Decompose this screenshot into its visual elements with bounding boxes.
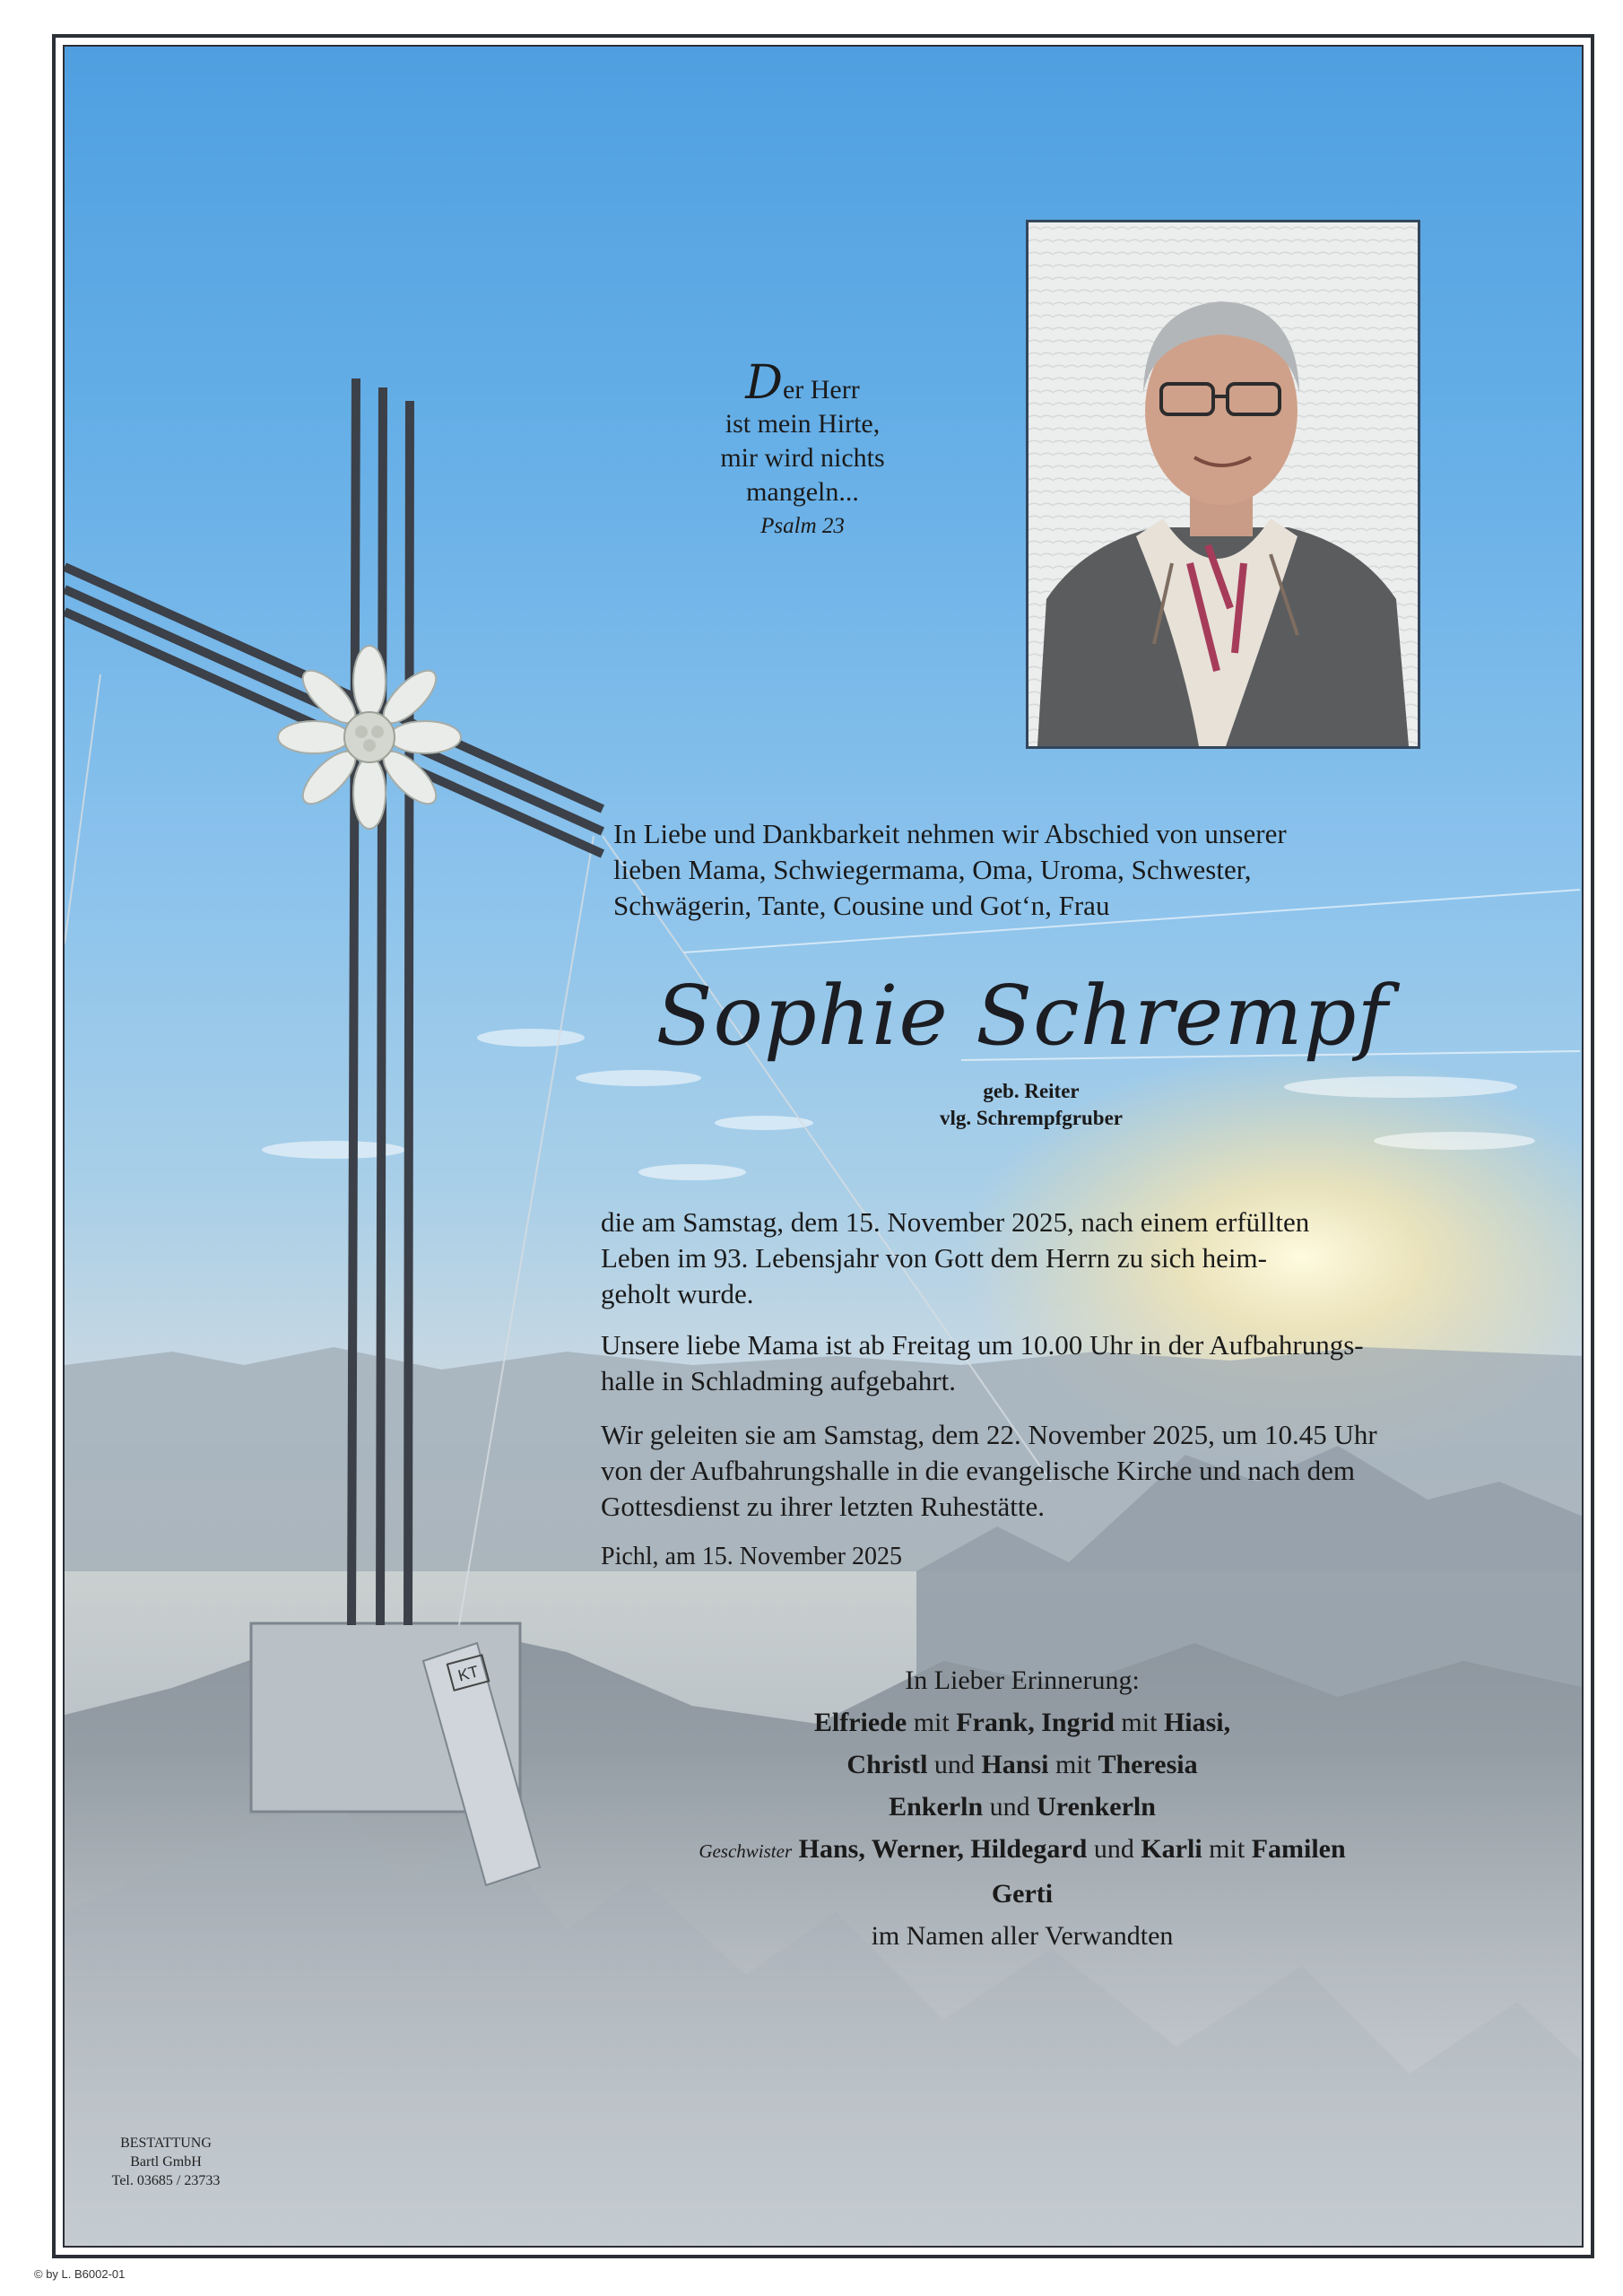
mourner-name: Hiasi, (1163, 1708, 1231, 1737)
mourners-row-5: Gerti (991, 1879, 1054, 1909)
intro-text (613, 816, 1426, 924)
quote-line-4: mangeln... (746, 477, 859, 507)
funeral-notice (601, 1417, 1426, 1525)
mourner-name: Frank, Ingrid (956, 1708, 1115, 1737)
deceased-name: Sophie Schrempf (655, 968, 1389, 1064)
intro-line-1: In Liebe und Dankbarkeit nehmen wir Abschied von unserer (613, 818, 1287, 849)
connector: mit (1048, 1750, 1098, 1779)
birth-info (807, 1078, 1255, 1132)
connector: mit (1202, 1834, 1252, 1864)
mourner-name: Elfriede (813, 1708, 907, 1737)
portrait-illustration (1028, 222, 1418, 746)
mourners-row-1 (619, 1701, 1426, 1744)
undertaker-line-1: BESTATTUNG (120, 2135, 212, 2151)
birth-name: geb. Reiter (983, 1080, 1080, 1102)
mourner-name: Hansi (981, 1750, 1049, 1779)
death-line-1: die am Samstag, dem 15. November 2025, nach einem erfüllten (601, 1206, 1310, 1238)
edelweiss-emblem (278, 646, 461, 829)
mourners-list (619, 1659, 1426, 1957)
mourner-name: Familen (1251, 1834, 1346, 1864)
viewing-notice (601, 1327, 1426, 1399)
death-line-2: Leben im 93. Lebensjahr von Gott dem Herrn zu sich heim- (601, 1242, 1267, 1274)
undertaker-info (99, 2134, 233, 2190)
mourner-name: Enkerln (889, 1792, 984, 1822)
portrait-photo (1026, 220, 1420, 749)
mourners-row-3 (619, 1786, 1426, 1828)
connector: und (983, 1792, 1037, 1822)
siblings-label: Geschwister (699, 1840, 793, 1862)
svg-text:KT: KT (456, 1662, 481, 1685)
mourner-name: Urenkerln (1037, 1792, 1156, 1822)
connector: und (1087, 1834, 1141, 1864)
quote-initial: D (745, 356, 783, 410)
psalm-quote (628, 356, 977, 544)
mourner-name: Hans, Werner, Hildegard (792, 1834, 1088, 1864)
funeral-line-3: Gottesdienst zu ihrer letzten Ruhestätte. (601, 1491, 1045, 1522)
memory-closing: im Namen aller Verwandten (871, 1921, 1174, 1951)
quote-line-3: mir wird nichts (720, 443, 885, 473)
mourner-name: Theresia (1098, 1750, 1198, 1779)
copyright-footer: © by L. B6002-01 (34, 2267, 126, 2281)
quote-line-1: er Herr (782, 375, 860, 404)
connector: mit (1114, 1708, 1164, 1737)
memory-heading: In Lieber Erinnerung: (905, 1665, 1140, 1695)
death-line-3: geholt wurde. (601, 1278, 754, 1309)
mourners-row-2 (619, 1744, 1426, 1786)
intro-line-2: lieben Mama, Schwiegermama, Oma, Uroma, Schwester, (613, 854, 1252, 885)
place-date: Pichl, am 15. November 2025 (601, 1543, 902, 1570)
funeral-line-2: von der Aufbahrungshalle in die evangelische Kirche und nach dem (601, 1455, 1356, 1486)
viewing-line-1: Unsere liebe Mama ist ab Freitag um 10.00 Uhr in der Aufbahrungs- (601, 1329, 1364, 1361)
quote-source: Psalm 23 (760, 514, 845, 538)
viewing-line-2: halle in Schladming aufgebahrt. (601, 1365, 956, 1396)
death-notice (601, 1205, 1426, 1312)
undertaker-line-2: Bartl GmbH (130, 2154, 202, 2170)
funeral-line-1: Wir geleiten sie am Samstag, dem 22. November 2025, um 10.45 Uhr (601, 1419, 1377, 1450)
connector: und (927, 1750, 982, 1779)
mourner-name: Karli (1141, 1834, 1202, 1864)
vulgo-name: vlg. Schrempfgruber (939, 1107, 1123, 1129)
connector: mit (907, 1708, 957, 1737)
quote-line-2: ist mein Hirte, (725, 409, 881, 439)
mourner-name: Christl (846, 1750, 928, 1779)
mourners-row-4 (619, 1828, 1426, 1873)
intro-line-3: Schwägerin, Tante, Cousine und Got‘n, Frau (613, 890, 1110, 921)
undertaker-line-3: Tel. 03685 / 23733 (111, 2173, 221, 2188)
